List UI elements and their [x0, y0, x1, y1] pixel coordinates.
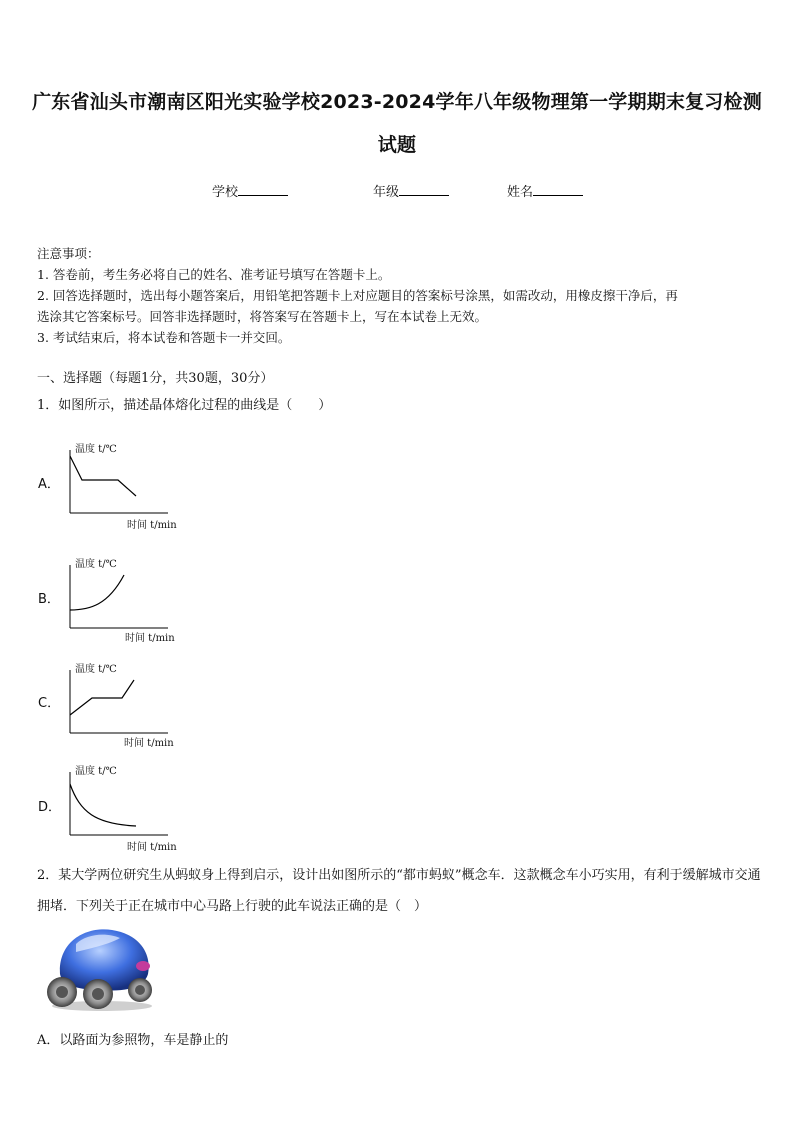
option-c-curve	[70, 680, 134, 715]
notes-item-2-line2: 选涂其它答案标号。回答非选择题时，将答案写在答题卡上，写在本试卷上无效。	[37, 309, 488, 324]
section-title: 一、选择题（每题1分，共30题，30分）	[37, 371, 274, 386]
option-d-curve	[70, 784, 136, 826]
school-label: 学校	[212, 185, 239, 200]
name-label: 姓名	[507, 185, 534, 200]
exam-title-line2: 试题	[377, 134, 417, 156]
option-a-ylabel: 温度 t/℃	[75, 444, 117, 455]
option-b-graph	[60, 555, 190, 650]
option-a-graph	[60, 440, 190, 535]
option-d-xlabel: 时间 t/min	[127, 842, 177, 853]
option-b-label: B．	[38, 592, 60, 607]
name-blank	[533, 183, 583, 196]
option-d-label: D．	[38, 800, 62, 815]
option-c-xlabel: 时间 t/min	[124, 738, 174, 749]
concept-car-image	[40, 922, 160, 1014]
grade-label: 年级	[373, 185, 400, 200]
question-2-option-a: A．以路面为参照物，车是静止的	[37, 1033, 229, 1048]
option-a-curve	[70, 456, 136, 496]
notes-item-1: 1. 答卷前，考生务必将自己的姓名、准考证号填写在答题卡上。	[37, 267, 391, 282]
option-c-label: C．	[38, 696, 61, 711]
school-blank	[238, 183, 288, 196]
notes-heading: 注意事项：	[37, 246, 100, 261]
option-c-ylabel: 温度 t/℃	[75, 664, 117, 675]
option-b-ylabel: 温度 t/℃	[75, 559, 117, 570]
option-b-curve	[70, 575, 124, 610]
notes-block	[37, 243, 762, 348]
question-1-stem: 1．如图所示，描述晶体熔化过程的曲线是（ ）	[37, 398, 332, 413]
option-c-graph	[60, 660, 190, 755]
grade-field	[373, 181, 449, 200]
option-a-xlabel: 时间 t/min	[127, 520, 177, 531]
option-d-graph	[60, 762, 190, 857]
name-field	[507, 181, 583, 200]
school-field	[212, 181, 288, 200]
notes-item-3: 3. 考试结束后，将本试卷和答题卡一并交回。	[37, 330, 291, 345]
option-a-label: A．	[38, 477, 60, 492]
option-b-xlabel: 时间 t/min	[125, 633, 175, 644]
question-2-stem: 2．某大学两位研究生从蚂蚁身上得到启示，设计出如图所示的“都市蚂蚁”概念车．这款概念车小巧实用，有利于缓解城市交通拥堵．下列关于正在城市中心马路上行驶的此车说法正确的是（ ）	[37, 868, 761, 914]
grade-blank	[399, 183, 449, 196]
option-d-ylabel: 温度 t/℃	[75, 766, 117, 777]
notes-item-2-line1: 2. 回答选择题时，选出每小题答案后，用铅笔把答题卡上对应题目的答案标号涂黑，如需改动，用橡皮擦干净后，再	[37, 288, 678, 303]
exam-title-line1: 广东省汕头市潮南区阳光实验学校2023-2024学年八年级物理第一学期期末复习检测	[32, 91, 762, 113]
